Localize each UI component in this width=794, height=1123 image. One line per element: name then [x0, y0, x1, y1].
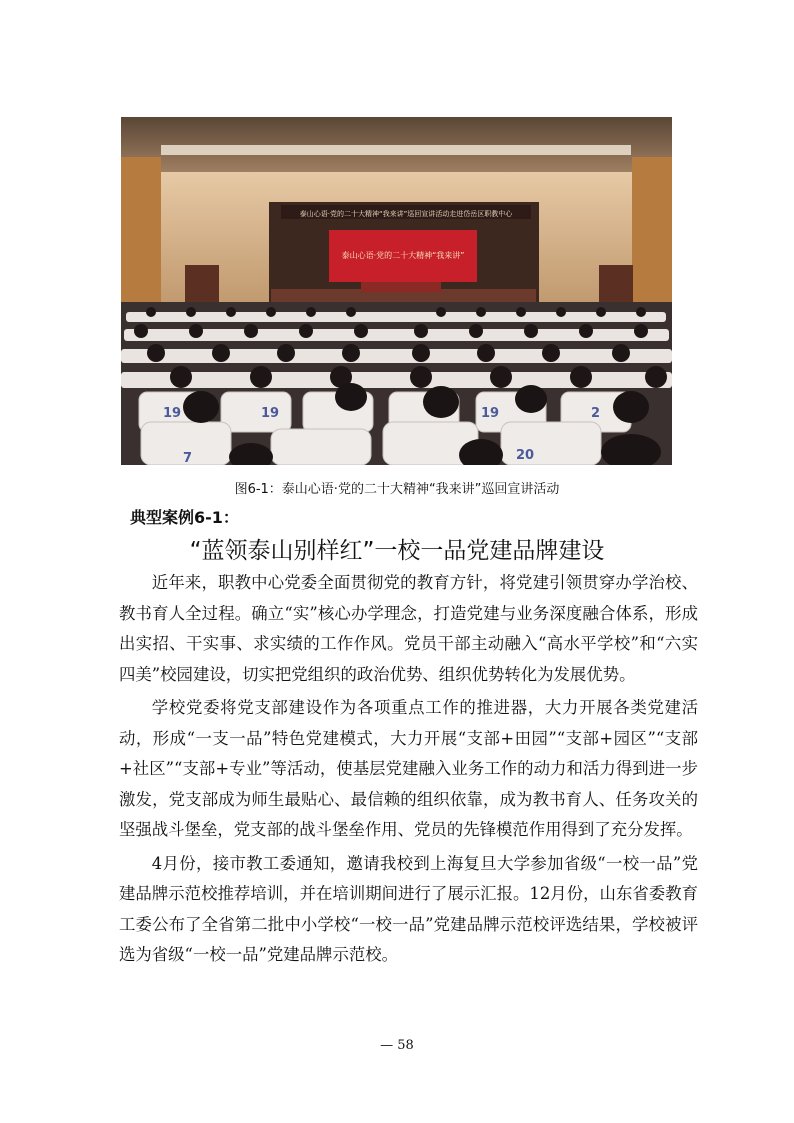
seat-number: 20	[516, 448, 535, 463]
seat-number: 19	[261, 406, 280, 421]
paragraph: 近年来，职教中心党委全面贯彻党的教育方针，将党建引领贯穿办学治校、教书育人全过程。确立“实”核心办学理念，打造党建与业务深度融合体系，形成出实招、干实事、求实绩的工作作风。党员干部主动融入“高水平学校”和“六实四美”校园建设，切实把党组织的政治优势、组织优势转化为发展优势。	[119, 573, 698, 684]
seat-number: 19	[481, 406, 500, 421]
seat-number: 7	[183, 451, 193, 465]
seat-number: 2	[591, 406, 601, 421]
case-title: “蓝领泰山别样红”一校一品党建品牌建设	[189, 538, 605, 564]
page-number: — 58	[380, 1038, 414, 1053]
paragraph: 4月份，接市教工委通知，邀请我校到上海复旦大学参加省级“一校一品”党建品牌示范校推荐培训，并在培训期间进行了展示汇报。12月份，山东省委教育工委公布了全省第二批中小学校“一校一品”党建品牌示范校评选结果，学校被评选为省级“一校一品”党建品牌示范校。	[119, 853, 698, 964]
case-label: 典型案例6-1：	[130, 508, 239, 527]
body-text	[119, 568, 698, 974]
stage-banner-text: 泰山心语·党的二十大精神“我来讲”巡回宣讲活动走进岱岳区职教中心	[299, 210, 513, 218]
screen-text: 泰山心语·党的二十大精神“我来讲”	[341, 251, 465, 260]
seat-number: 19	[163, 406, 182, 421]
paragraph: 学校党委将党支部建设作为各项重点工作的推进器，大力开展各类党建活动，形成“一支一品”特色党建模式，大力开展“支部+田园”“支部+园区”“支部+社区”“支部+专业”等活动，使基层党建融入业务工作的动力和活力得到进一步激发，党支部成为师生最贴心、最信赖的组织依靠，成为教书育人、任务攻关的坚强战斗堡垒，党支部的战斗堡垒作用、党员的先锋模范作用得到了充分发挥。	[119, 698, 698, 839]
figure-caption: 图6-1：泰山心语·党的二十大精神“我来讲”巡回宣讲活动	[234, 482, 560, 497]
event-photo	[121, 117, 672, 465]
